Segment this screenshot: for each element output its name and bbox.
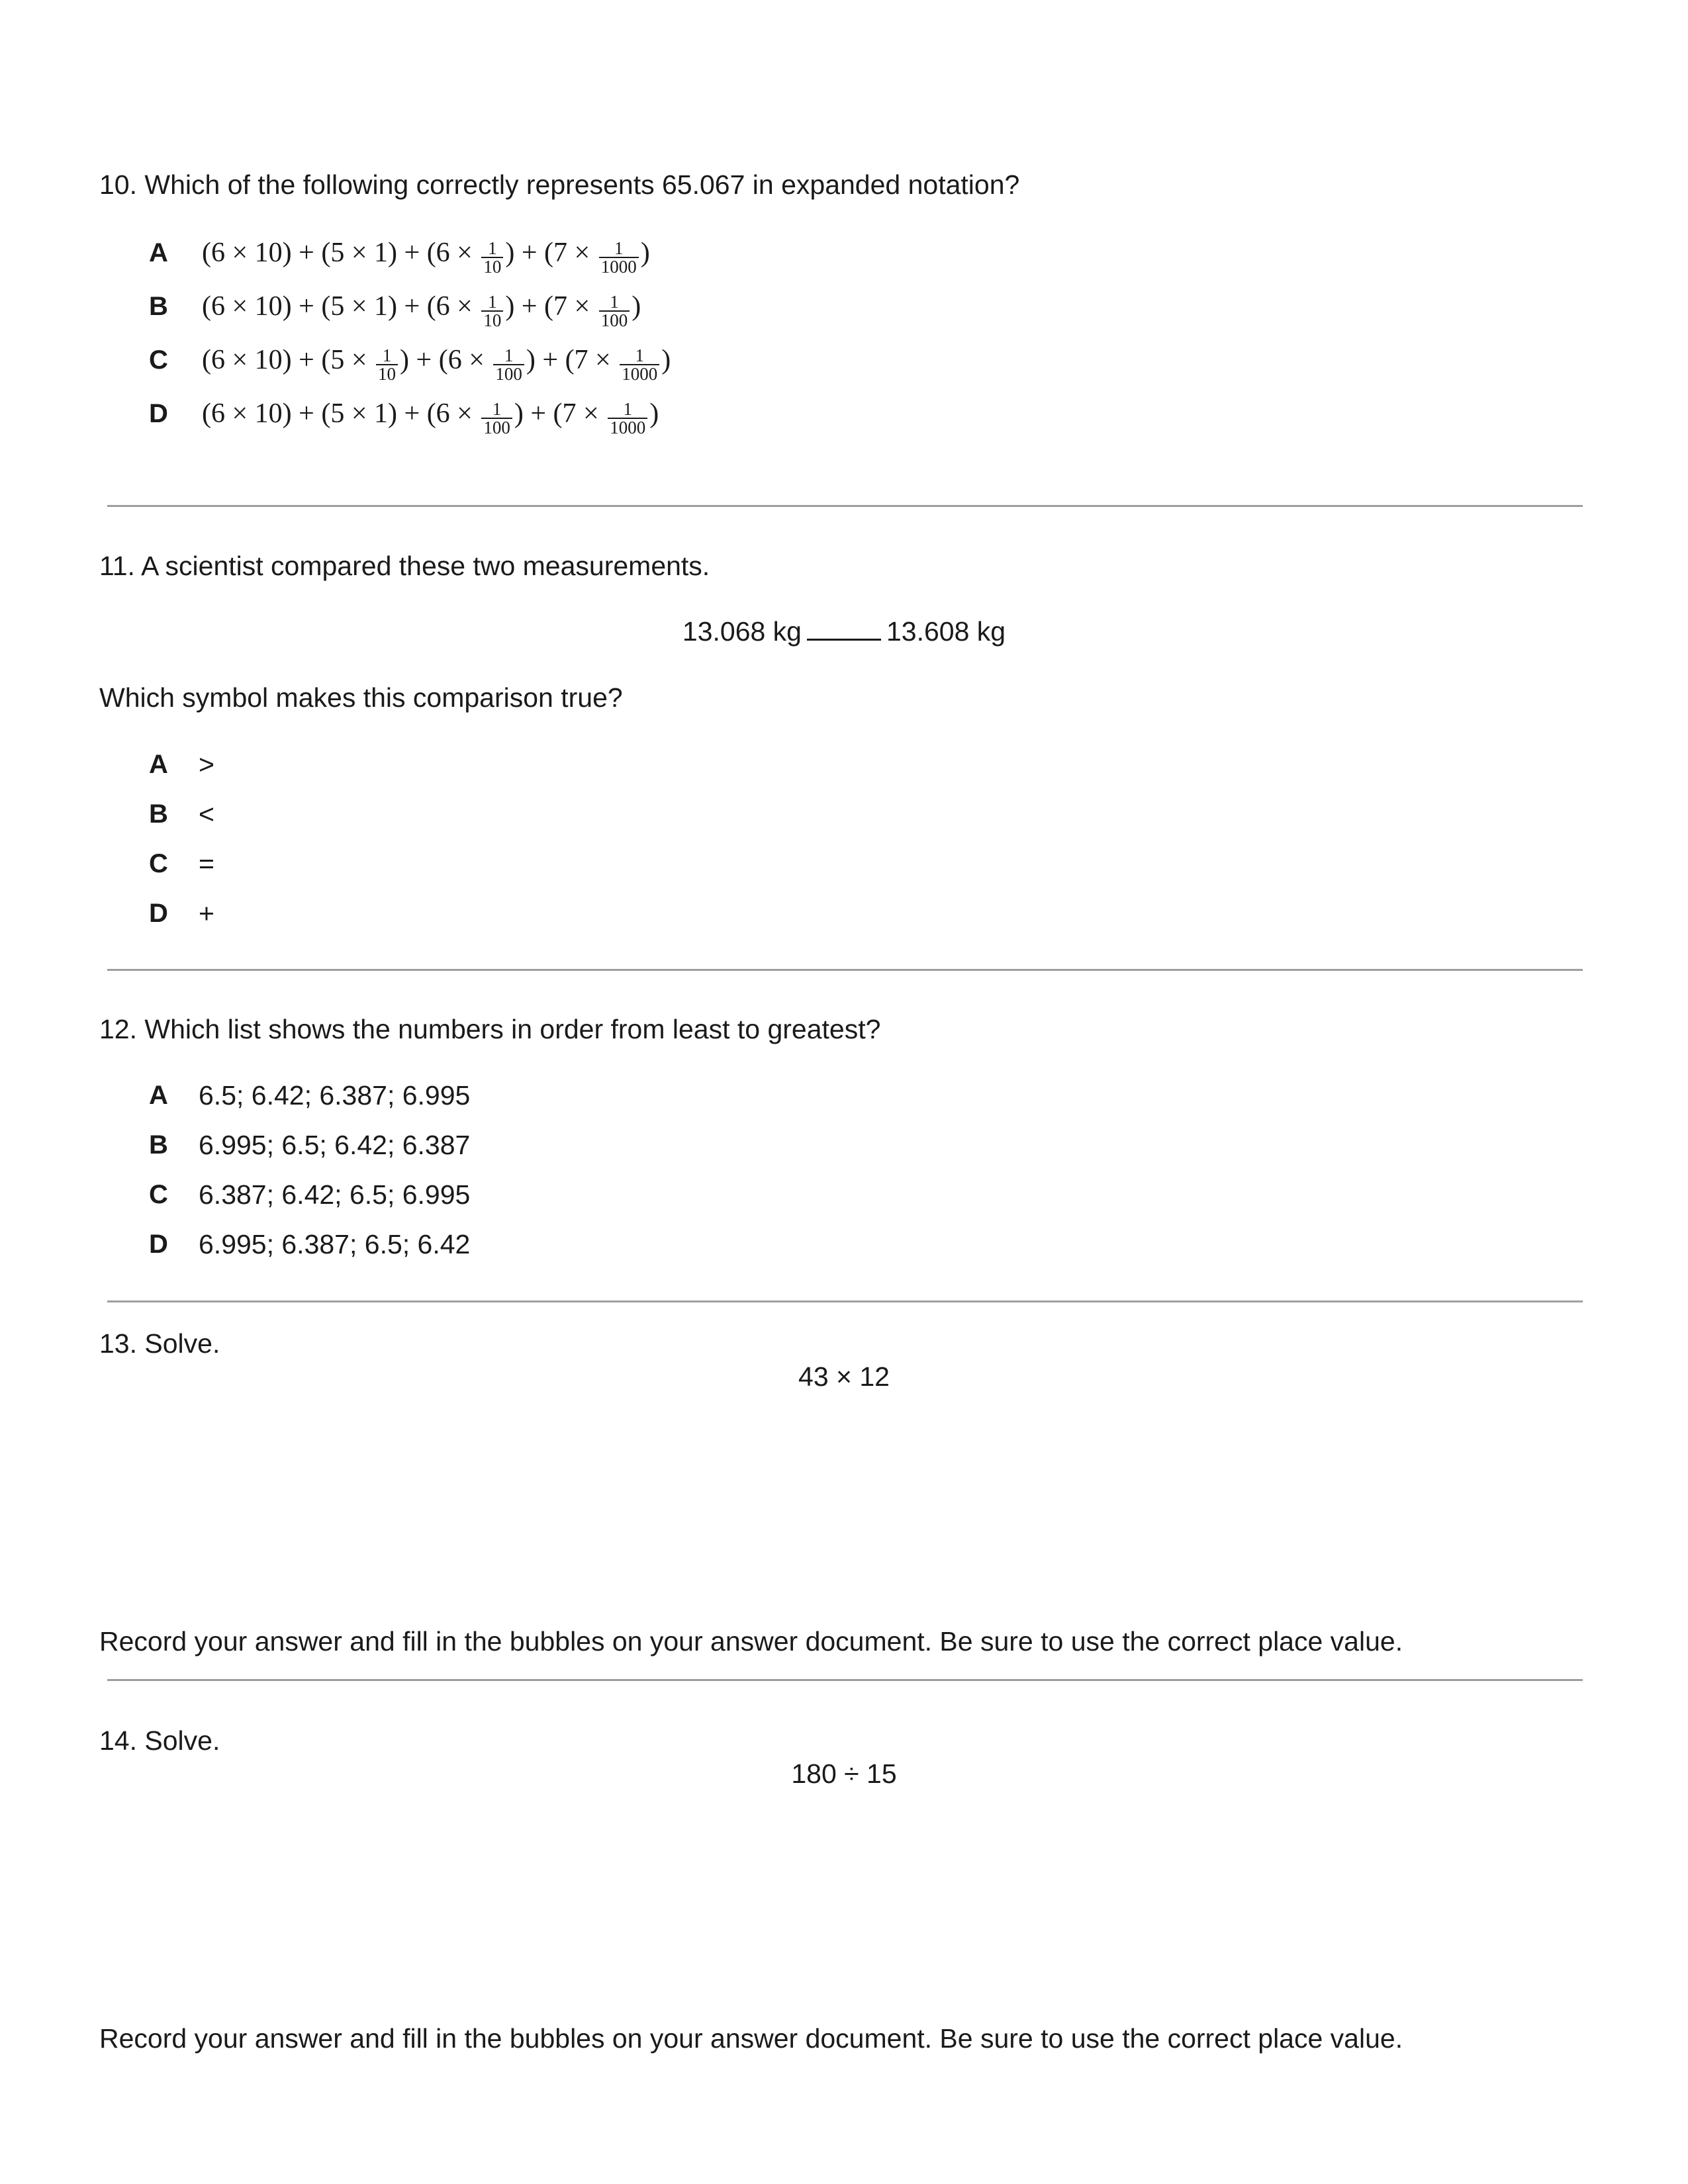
question-13-expression: 43 × 12 [798,1361,890,1392]
divider [107,1679,1583,1681]
q10-option-a-text[interactable]: (6 × 10) + (5 × 1) + (6 × $\frac{1}{10}$ ) + (7 × $\frac{1}{1000}$ ) [202,238,650,277]
comparison-blank [807,639,881,641]
question-12-prompt: 12. Which list shows the numbers in order from least to greatest? [99,1014,881,1044]
q11-option-c-letter[interactable]: C [149,849,168,878]
q10-option-c-letter[interactable]: C [149,345,168,375]
fraction: $\frac{1}{1000}$ [599,240,639,275]
q12-option-d-text[interactable]: 6.995; 6.387; 6.5; 6.42 [199,1229,471,1259]
q10-option-d-letter[interactable]: D [149,399,168,428]
q12-option-a-text[interactable]: 6.5; 6.42; 6.387; 6.995 [199,1080,471,1111]
q10-option-a-letter[interactable]: A [149,238,168,267]
fraction: $\frac{1}{100}$ [493,347,524,383]
divider [107,505,1583,507]
q10-option-b-text[interactable]: (6 × 10) + (5 × 1) + (6 × $\frac{1}{10}$ ) + (7 × $\frac{1}{100}$ ) [202,291,641,331]
q11-option-a-text[interactable]: > [199,749,214,780]
q12-option-b-text[interactable]: 6.995; 6.5; 6.42; 6.387 [199,1130,471,1160]
q12-option-a-letter[interactable]: A [149,1081,168,1110]
question-13-instruction: Record your answer and fill in the bubbles on your answer document. Be sure to use the correct place value. [99,1626,1403,1657]
q11-option-b-text[interactable]: < [199,799,214,829]
right-measurement: 13.608 kg [886,616,1006,647]
q12-option-c-letter[interactable]: C [149,1180,168,1209]
q10-option-d-text[interactable]: (6 × 10) + (5 × 1) + (6 × $\frac{1}{100}$ ) + (7 × $\frac{1}{1000}$ ) [202,398,659,438]
comparison-statement [0,615,1688,648]
question-14-expression: 180 ÷ 15 [791,1758,897,1789]
fraction: $\frac{1}{10}$ [481,293,503,329]
divider [107,969,1583,971]
question-10-prompt: 10. Which of the following correctly represents 65.067 in expanded notation? [99,169,1020,200]
fraction: $\frac{1}{100}$ [599,293,630,329]
fraction: $\frac{1}{1000}$ [620,347,659,383]
q10-option-b-letter[interactable]: B [149,292,168,321]
divider [107,1300,1583,1302]
q11-option-b-letter[interactable]: B [149,799,168,829]
question-11-question: Which symbol makes this comparison true? [99,682,623,713]
q12-option-c-text[interactable]: 6.387; 6.42; 6.5; 6.995 [199,1179,471,1210]
q12-option-d-letter[interactable]: D [149,1230,168,1259]
question-14-prompt: 14. Solve. [99,1725,220,1756]
question-11-prompt: 11. A scientist compared these two measurements. [99,551,710,581]
fraction: $\frac{1}{1000}$ [608,400,647,436]
q11-option-c-text[interactable]: = [199,848,214,879]
fraction: $\frac{1}{100}$ [481,400,512,436]
fraction: $\frac{1}{10}$ [481,240,503,275]
question-14-instruction: Record your answer and fill in the bubbles on your answer document. Be sure to use the correct place value. [99,2023,1403,2054]
fraction: $\frac{1}{10}$ [376,347,398,383]
left-measurement: 13.068 kg [682,616,802,647]
q10-option-c-text[interactable]: (6 × 10) + (5 × $\frac{1}{10}$ ) + (6 × $\frac{1}{100}$ ) + (7 × $\frac{1}{1000}$ ) [202,345,671,385]
question-13-prompt: 13. Solve. [99,1328,220,1359]
q11-option-a-letter[interactable]: A [149,750,168,779]
q11-option-d-letter[interactable]: D [149,899,168,928]
q12-option-b-letter[interactable]: B [149,1130,168,1160]
q11-option-d-text[interactable]: + [199,898,214,929]
